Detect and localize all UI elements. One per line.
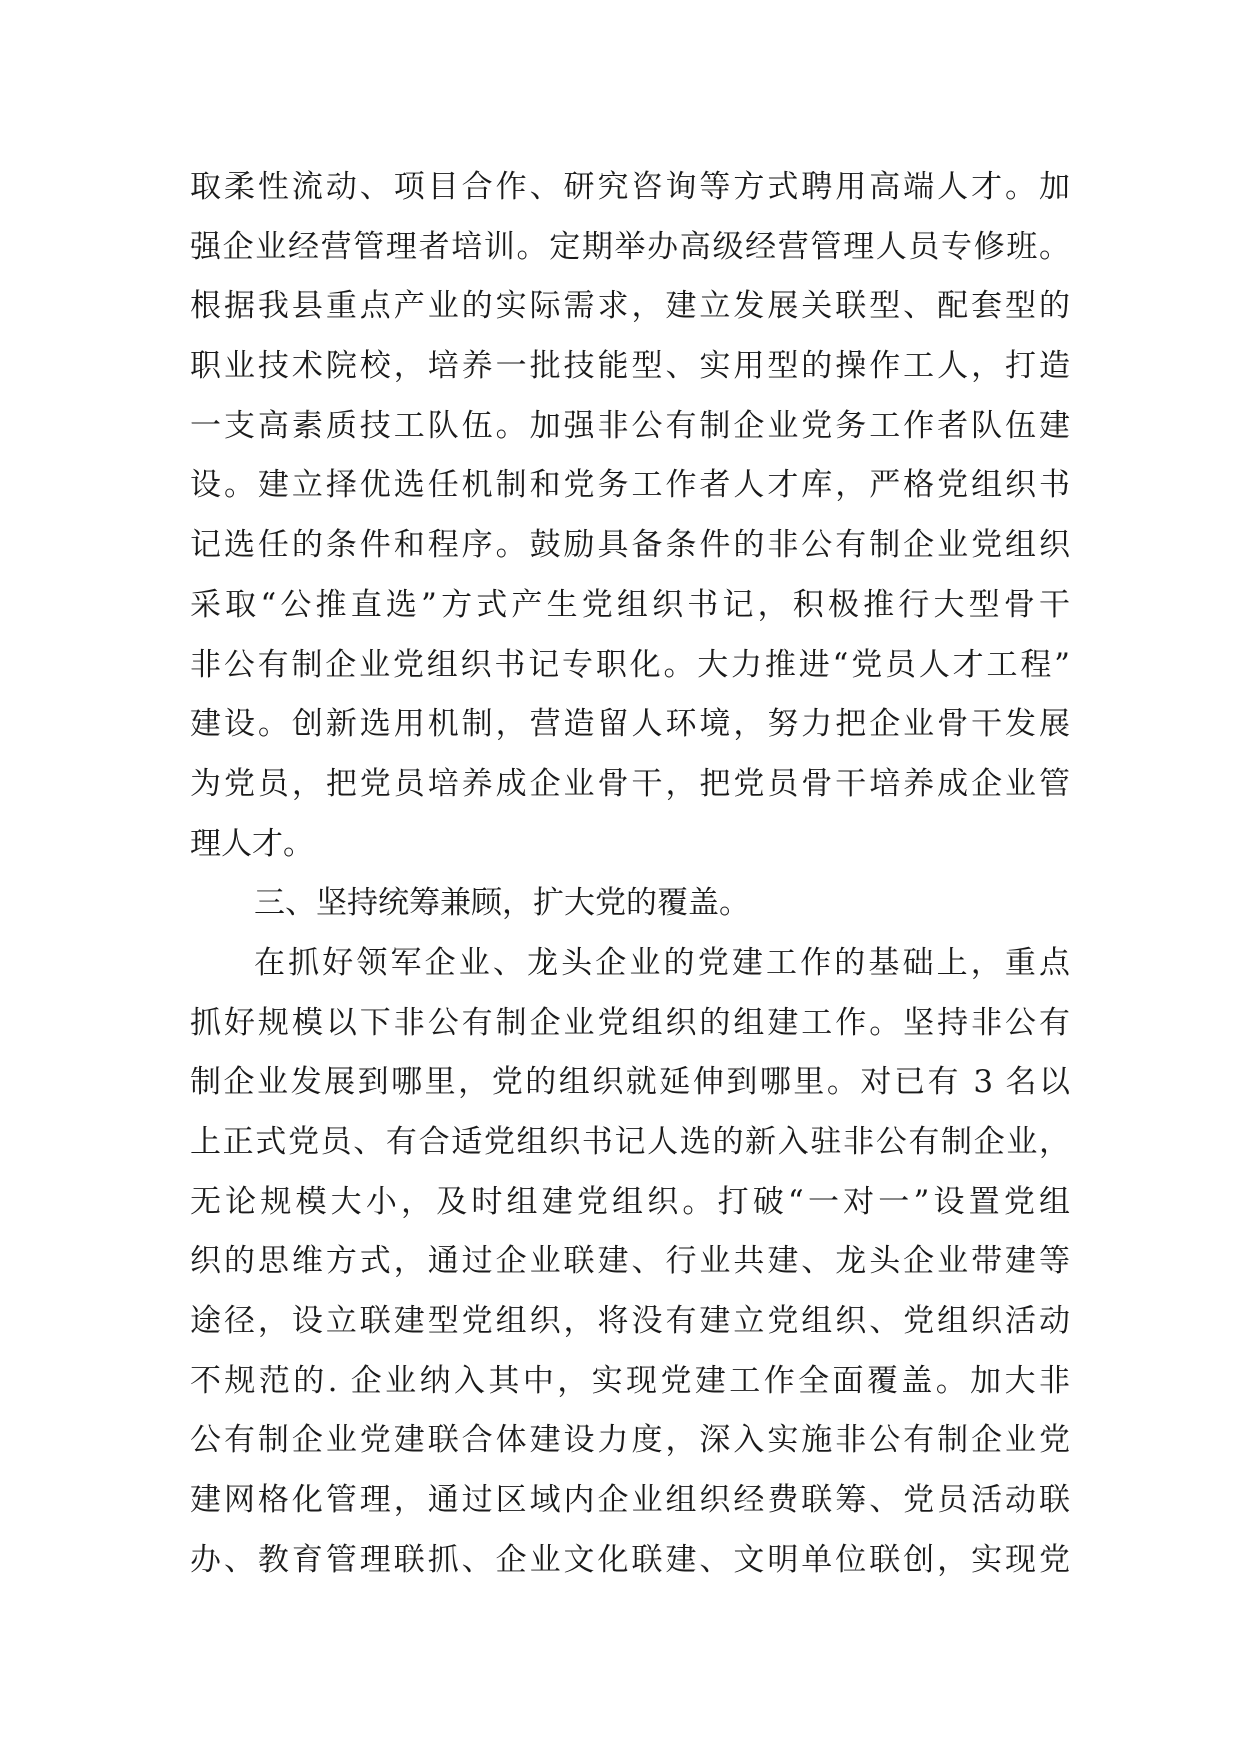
text-line: 上正式党员、有合适党组织书记人选的新入驻非公有制企业， xyxy=(190,1124,1070,1160)
text-line: 根据我县重点产业的实际需求，建立发展关联型、配套型的 xyxy=(190,288,1070,325)
text-line: 采取“公推直选”方式产生党组织书记，积极推行大型骨干 xyxy=(190,586,1070,623)
text-line: 建网格化管理，通过区域内企业组织经费联筹、党员活动联 xyxy=(190,1482,1070,1519)
text-line: 非公有制企业党组织书记专职化。大力推进“党员人才工程” xyxy=(190,646,1070,683)
text-line: 取柔性流动、项目合作、研究咨询等方式聘用高端人才。加 xyxy=(190,169,1070,205)
text-line: 在抓好领军企业、龙头企业的党建工作的基础上，重点 xyxy=(254,944,1070,981)
text-line: 建设。创新选用机制，营造留人环境，努力把企业骨干发展 xyxy=(190,706,1070,743)
text-line: 制企业发展到哪里，党的组织就延伸到哪里。对已有 3 名以 xyxy=(190,1064,1070,1101)
text-line: 一支高素质技工队伍。加强非公有制企业党务工作者队伍建 xyxy=(190,407,1070,444)
text-line: 为党员，把党员培养成企业骨干，把党员骨干培养成企业管 xyxy=(190,765,1070,802)
text-line: 抓好规模以下非公有制企业党组织的组建工作。坚持非公有 xyxy=(190,1004,1070,1041)
text-line: 记选任的条件和程序。鼓励具备条件的非公有制企业党组织 xyxy=(190,527,1070,564)
text-line: 织的思维方式，通过企业联建、行业共建、龙头企业带建等 xyxy=(190,1243,1070,1280)
text-line: 公有制企业党建联合体建设力度，深入实施非公有制企业党 xyxy=(190,1422,1070,1459)
text-line: 途径，设立联建型党组织，将没有建立党组织、党组织活动 xyxy=(190,1303,1070,1340)
text-line: 职业技术院校，培养一批技能型、实用型的操作工人，打造 xyxy=(190,348,1070,385)
text-line: 理人才。 xyxy=(190,825,314,862)
text-line: 强企业经营管理者培训。定期举办高级经营管理人员专修班。 xyxy=(190,228,1070,265)
text-line: 办、教育管理联抓、企业文化联建、文明单位联创，实现党 xyxy=(190,1541,1070,1578)
text-line: 不规范的. 企业纳入其中，实现党建工作全面覆盖。加大非 xyxy=(190,1362,1070,1399)
body-text xyxy=(190,158,1070,1591)
text-line: 设。建立择优选任机制和党务工作者人才库，严格党组织书 xyxy=(190,467,1070,504)
section-heading: 三、坚持统筹兼顾，扩大党的覆盖。 xyxy=(254,885,750,922)
text-line: 无论规模大小，及时组建党组织。打破“一对一”设置党组 xyxy=(190,1183,1070,1220)
